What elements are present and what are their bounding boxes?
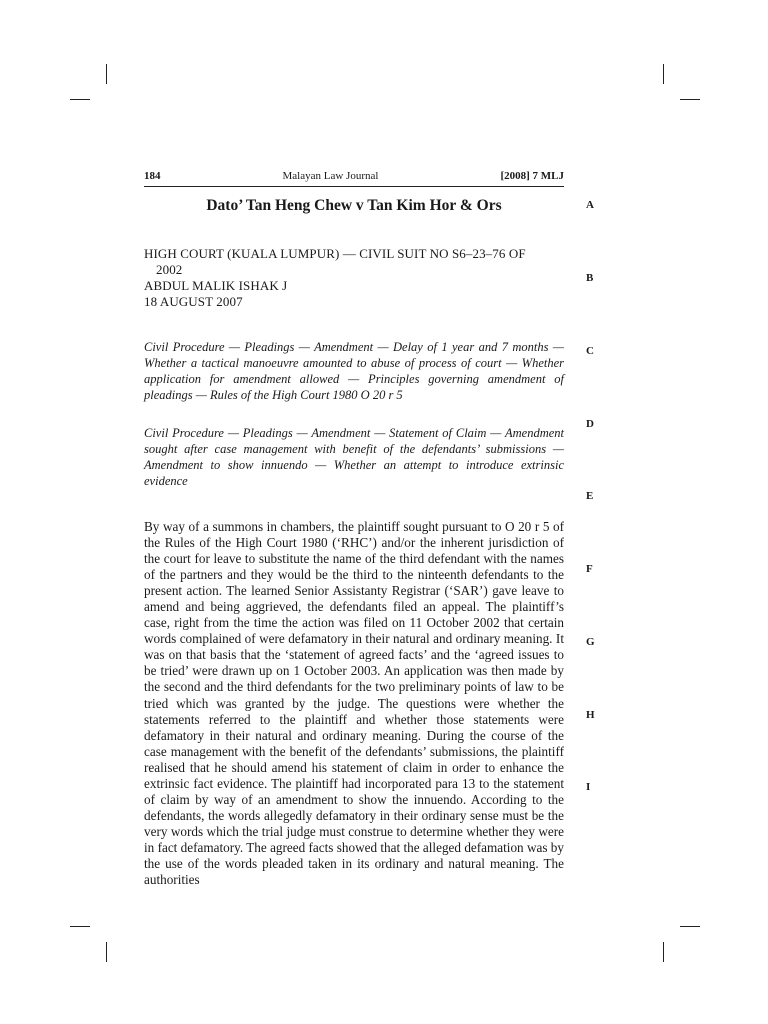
margin-letter: G <box>586 636 595 648</box>
case-title: Dato’ Tan Heng Chew v Tan Kim Hor & Ors <box>206 197 502 214</box>
crop-mark <box>106 942 107 962</box>
court-info <box>144 246 564 310</box>
crop-mark <box>106 64 107 84</box>
margin-letter: D <box>586 418 594 430</box>
margin-letter: H <box>586 709 595 721</box>
margin-letter: I <box>586 781 591 793</box>
margin-letter: F <box>586 563 593 575</box>
crop-mark <box>680 99 700 100</box>
crop-mark <box>70 926 90 927</box>
crop-mark <box>70 99 90 100</box>
judge-name: ABDUL MALIK ISHAK J <box>144 278 288 293</box>
margin-letter: E <box>586 490 594 502</box>
catchwords-1: Civil Procedure — Pleadings — Amendment — Delay of 1 year and 7 months — Whether a tactical manoeuvre amounted to abuse of process of court — Whether application for amendment allowed — Principles governing amendment of pleadings — Rules of the High Court 1980 O 20 r 5 <box>144 340 564 402</box>
catchwords-2: Civil Procedure — Pleadings — Amendment — Statement of Claim — Amendment sought after case management with benefit of the defendants’ submissions — Amendment to show innuendo — Whether an attempt to introduce extrinsic evidence <box>144 426 564 488</box>
headnote-paragraph: By way of a summons in chambers, the plaintiff sought pursuant to O 20 r 5 of the Rules of the High Court 1980 (‘RHC’) and/or the inherent jurisdiction of the court for leave to substitute the name of the third defendant with the names of the partners and they would be the third to the ninteenth defendants to the present action. The learned Senior Assistanty Registrar (‘SAR’) gave leave to amend and being aggrieved, the defendants filed an appeal. The plaintiff’s case, right from the time the action was filed on 11 October 2002 that certain words complained of were defamatory in their natural and ordinary meaning. It was on that basis that the ‘statement of agreed facts’ and the ‘agreed issues to be tried’ were drawn up on 1 October 2003. An application was then made by the second and the third defendants for the two preliminary points of law to be tried which was granted by the judge. The questions were whether the statements referred to the plaintiff and whether those statements were defamatory in their natural and ordinary meaning. During the course of the case management with the benefit of the defendants’ submissions, the plaintiff realised that he should amend his statement of claim in order to enhance the extrinsic fact evidence. The plaintiff had incorporated para 13 to the statement of claim by way of an amendment to show the innuendo. According to the defendants, the words allegedly defamatory in their ordinary sense must be the very words which the trial judge must construe to determine whether they were in fact defamatory. The agreed facts showed that the alleged defamation was by the use of the words pleaded taken in its ordinary and natural meaning. The authorities <box>144 519 564 888</box>
page-number: 184 <box>144 170 161 182</box>
margin-letter: B <box>586 272 594 284</box>
running-head <box>144 170 564 182</box>
crop-mark <box>663 64 664 84</box>
court-line-continued: 2002 <box>156 262 183 277</box>
journal-name: Malayan Law Journal <box>282 170 379 182</box>
crop-mark <box>680 926 700 927</box>
margin-letter: A <box>586 199 594 211</box>
decision-date: 18 AUGUST 2007 <box>144 294 243 309</box>
margin-letter: C <box>586 345 594 357</box>
crop-mark <box>663 942 664 962</box>
court-line: HIGH COURT (KUALA LUMPUR) — CIVIL SUIT NO S6–23–76 OF <box>144 246 526 261</box>
header-rule <box>144 186 564 187</box>
citation: [2008] 7 MLJ <box>500 170 564 182</box>
